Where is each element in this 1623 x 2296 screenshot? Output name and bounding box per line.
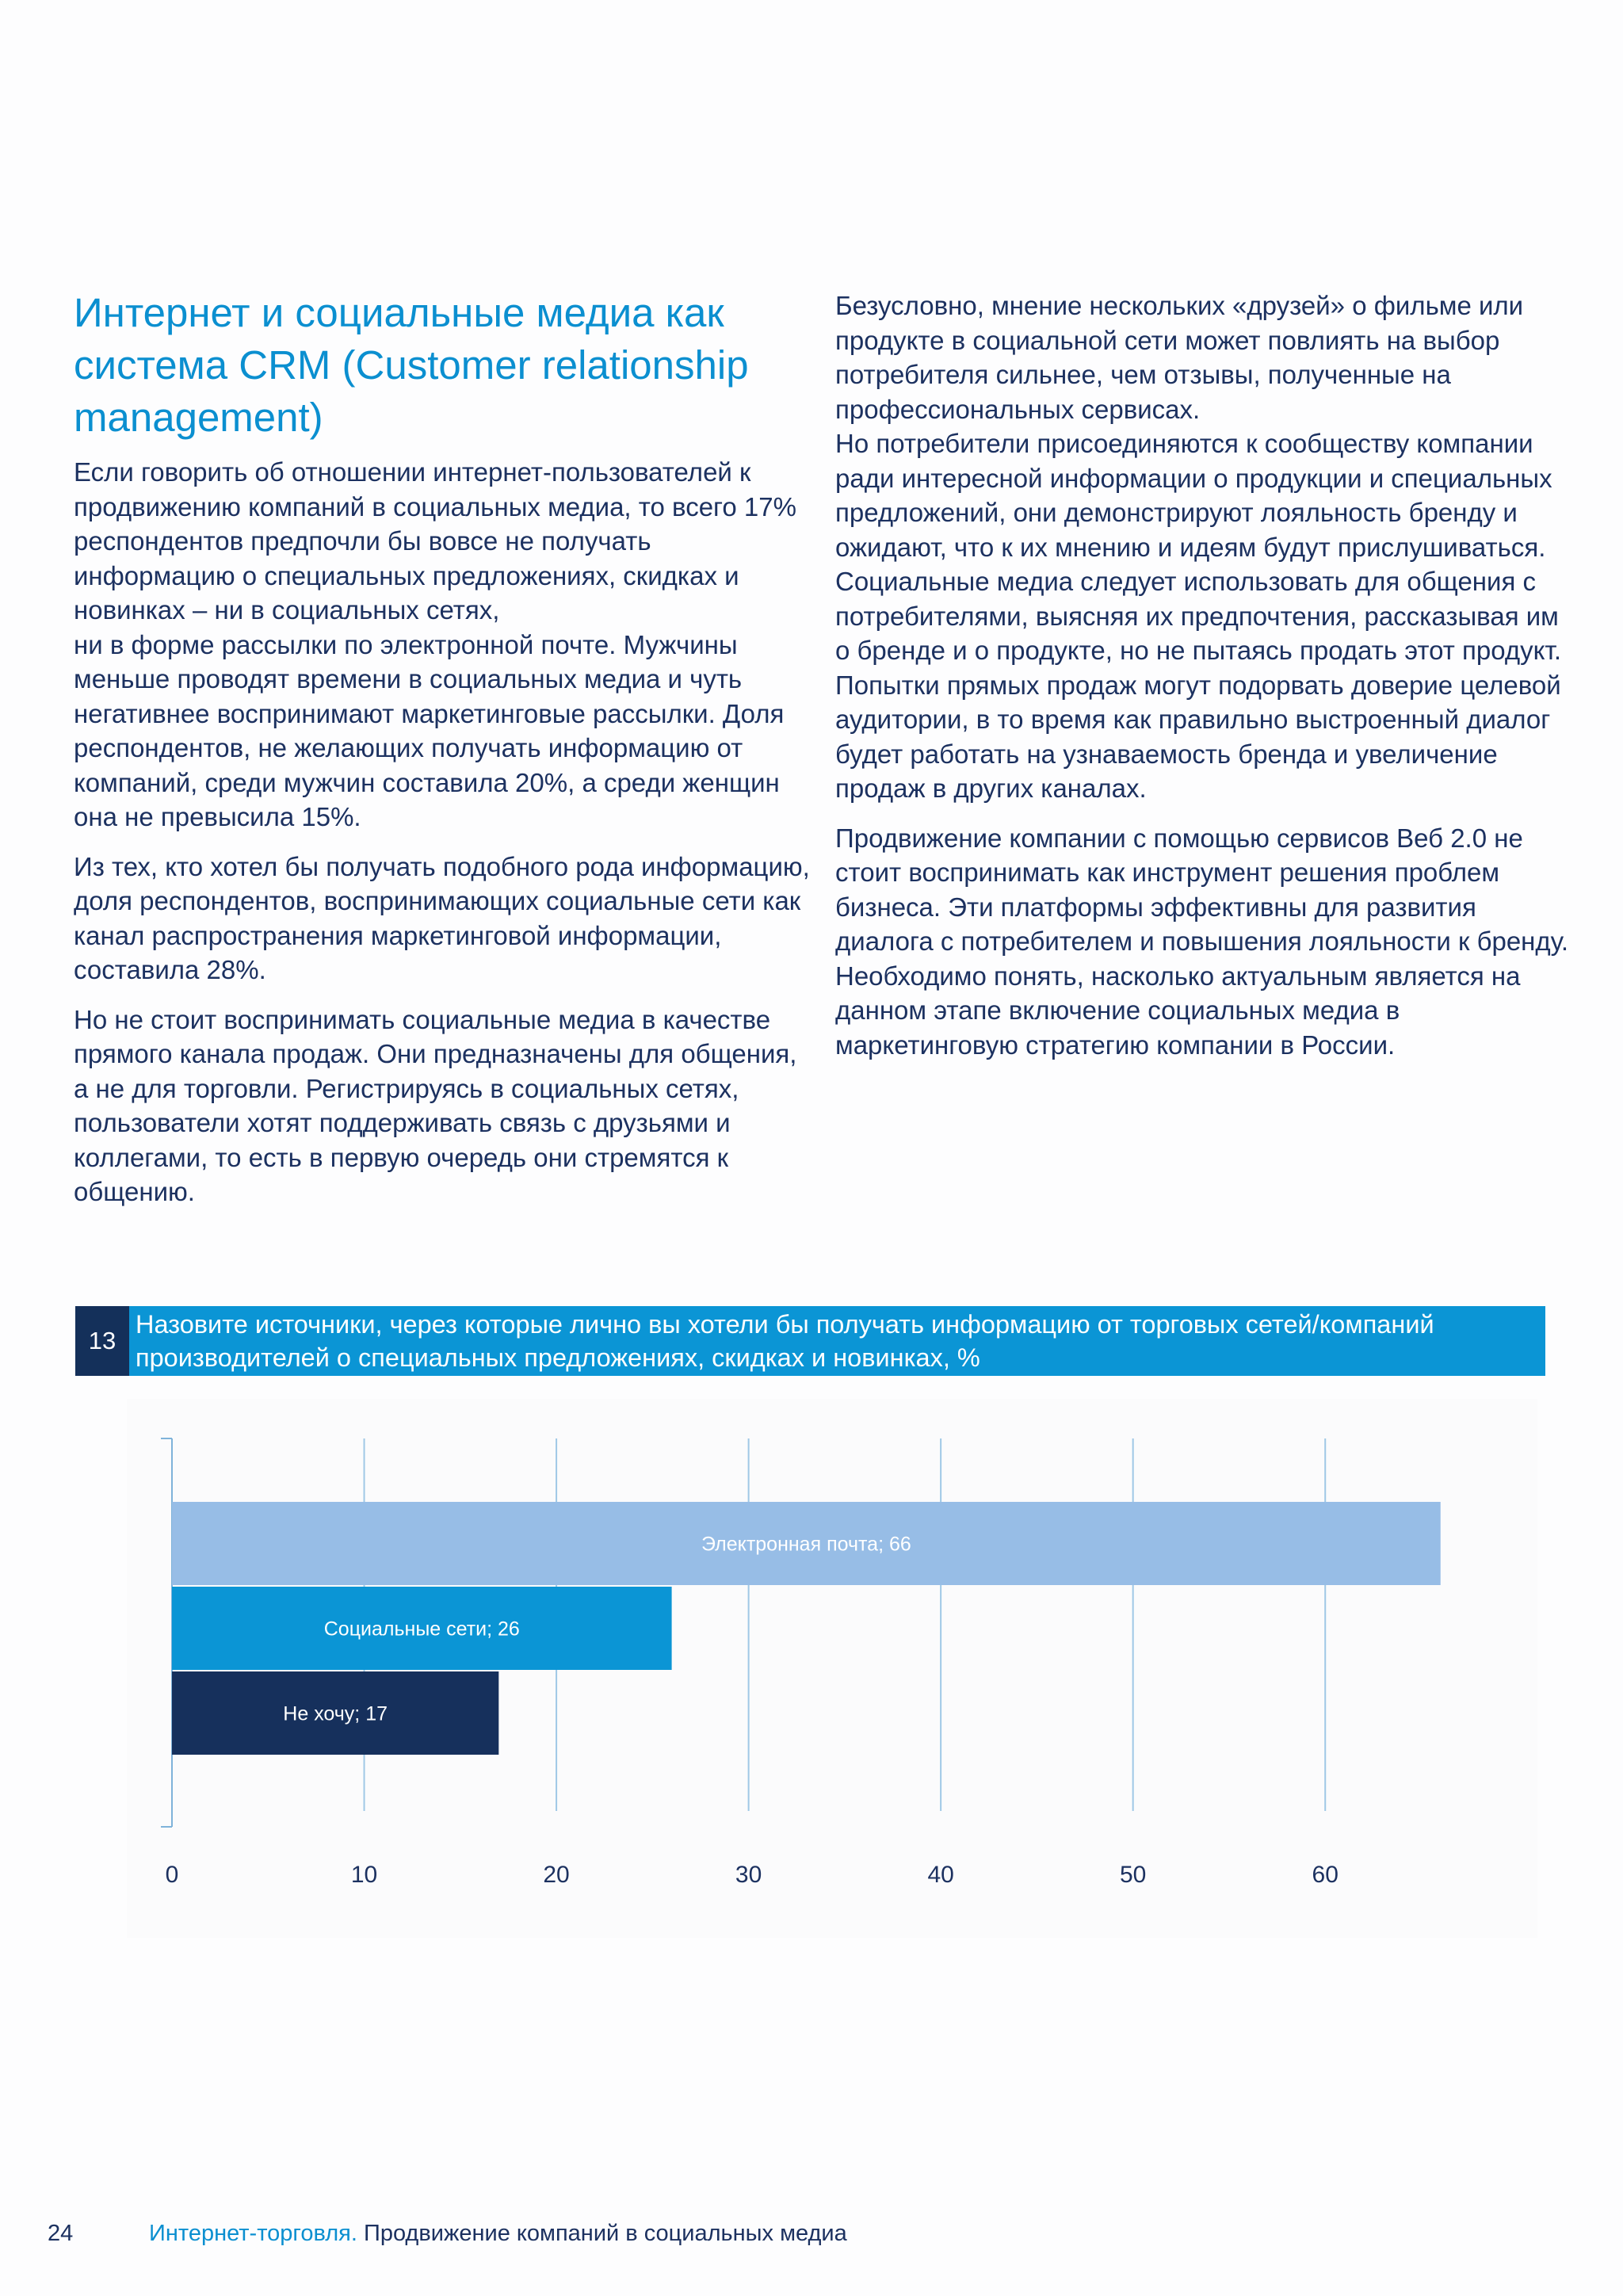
footer-subtitle: Продвижение компаний в социальных медиа — [363, 2221, 847, 2246]
x-tick-label-10: 10 — [350, 1862, 378, 1888]
x-tick-label-30: 30 — [735, 1862, 762, 1888]
x-tick-label-50: 50 — [1119, 1862, 1147, 1888]
bar-label-1: Социальные сети; 26 — [323, 1618, 520, 1641]
left-paragraph-1: Если говорить об отношении интернет-пользователей к продвижению компаний в социальных медиа, то всего 17% респондентов предпочли бы вовсе не получать информацию о специальных предложениях, скидках и новинках – ни в социальных сетях, ни в форме рассылки по электронной почте. Мужчины меньше проводят времени в социальных медиа и чуть негативнее воспринимают маркетинговые рассылки. Доля респондентов, не желающих получать информацию от компаний, среди мужчин составила 20%, а среди женщин она не превысила 15%. — [74, 457, 796, 831]
bar-chart — [127, 1399, 1537, 1938]
left-paragraph-2: Из тех, кто хотел бы получать подобного рода информацию, доля респондентов, воспринимающих социальные сети как канал распространения маркетинговой информации, составила 28%. — [74, 851, 810, 984]
x-tick-label-40: 40 — [927, 1862, 954, 1888]
right-column — [835, 288, 1572, 1077]
x-tick-label-0: 0 — [165, 1862, 179, 1888]
figure-title: Назовите источники, через которые лично вы хотели бы получать информацию от торговых сетей/компаний производителей о специальных предложениях, скидках и новинках, % — [136, 1310, 1434, 1372]
left-paragraph-3: Но не стоит воспринимать социальные медиа в качестве прямого канала продаж. Они предназначены для общения, а не для торговли. Регистрируясь в социальных сетях, пользователи хотят поддерживать связь с друзьями и коллегами, то есть в первую очередь они стремятся к общению. — [74, 1004, 797, 1206]
bar-label-2: Не хочу; 17 — [283, 1702, 388, 1725]
x-tick-label-20: 20 — [543, 1862, 570, 1888]
section-heading: Интернет и социальные медиа как система CRM (Customer relationship management) — [74, 290, 749, 440]
right-paragraph-1: Безусловно, мнение нескольких «друзей» о фильме или продукте в социальной сети может повлиять на выбор потребителя сильнее, чем отзывы, полученные на профессиональных сервисах. Но потребители присоединяются к сообществу компании ради интересной информации о продукции и специальных предложений, они демонстрируют лояльность бренду и ожидают, что к их мнению и идеям будут прислушиваться. Социальные медиа следует использовать для общения с потребителями, выясняя их предпочтения, рассказывая им о бренде и о продукте, но не пытаясь продать этот продукт. Попытки прямых продаж могут подорвать доверие целевой аудитории, в то время как правильно выстроенный диалог будет работать на узнаваемость бренда и увеличение продаж в других каналах. — [835, 291, 1562, 803]
page-footer — [48, 2219, 847, 2248]
bar-label-0: Электронная почта; 66 — [701, 1533, 911, 1556]
bar-chart-svg — [127, 1399, 1537, 1938]
figure-number: 13 — [75, 1306, 129, 1376]
footer-section: Интернет-торговля. — [149, 2221, 357, 2246]
figure-header — [75, 1306, 1545, 1376]
page-number: 24 — [48, 2221, 74, 2246]
right-paragraph-2: Продвижение компании с помощью сервисов Веб 2.0 не стоит воспринимать как инструмент решения проблем бизнеса. Эти платформы эффективны для развития диалога с потребителем и повышения лояльности к бренду. Необходимо понять, насколько актуальным является на данном этапе включение социальных медиа в маркетинговую стратегию компании в России. — [835, 823, 1569, 1060]
left-column — [74, 287, 811, 1224]
x-tick-label-60: 60 — [1312, 1862, 1338, 1888]
